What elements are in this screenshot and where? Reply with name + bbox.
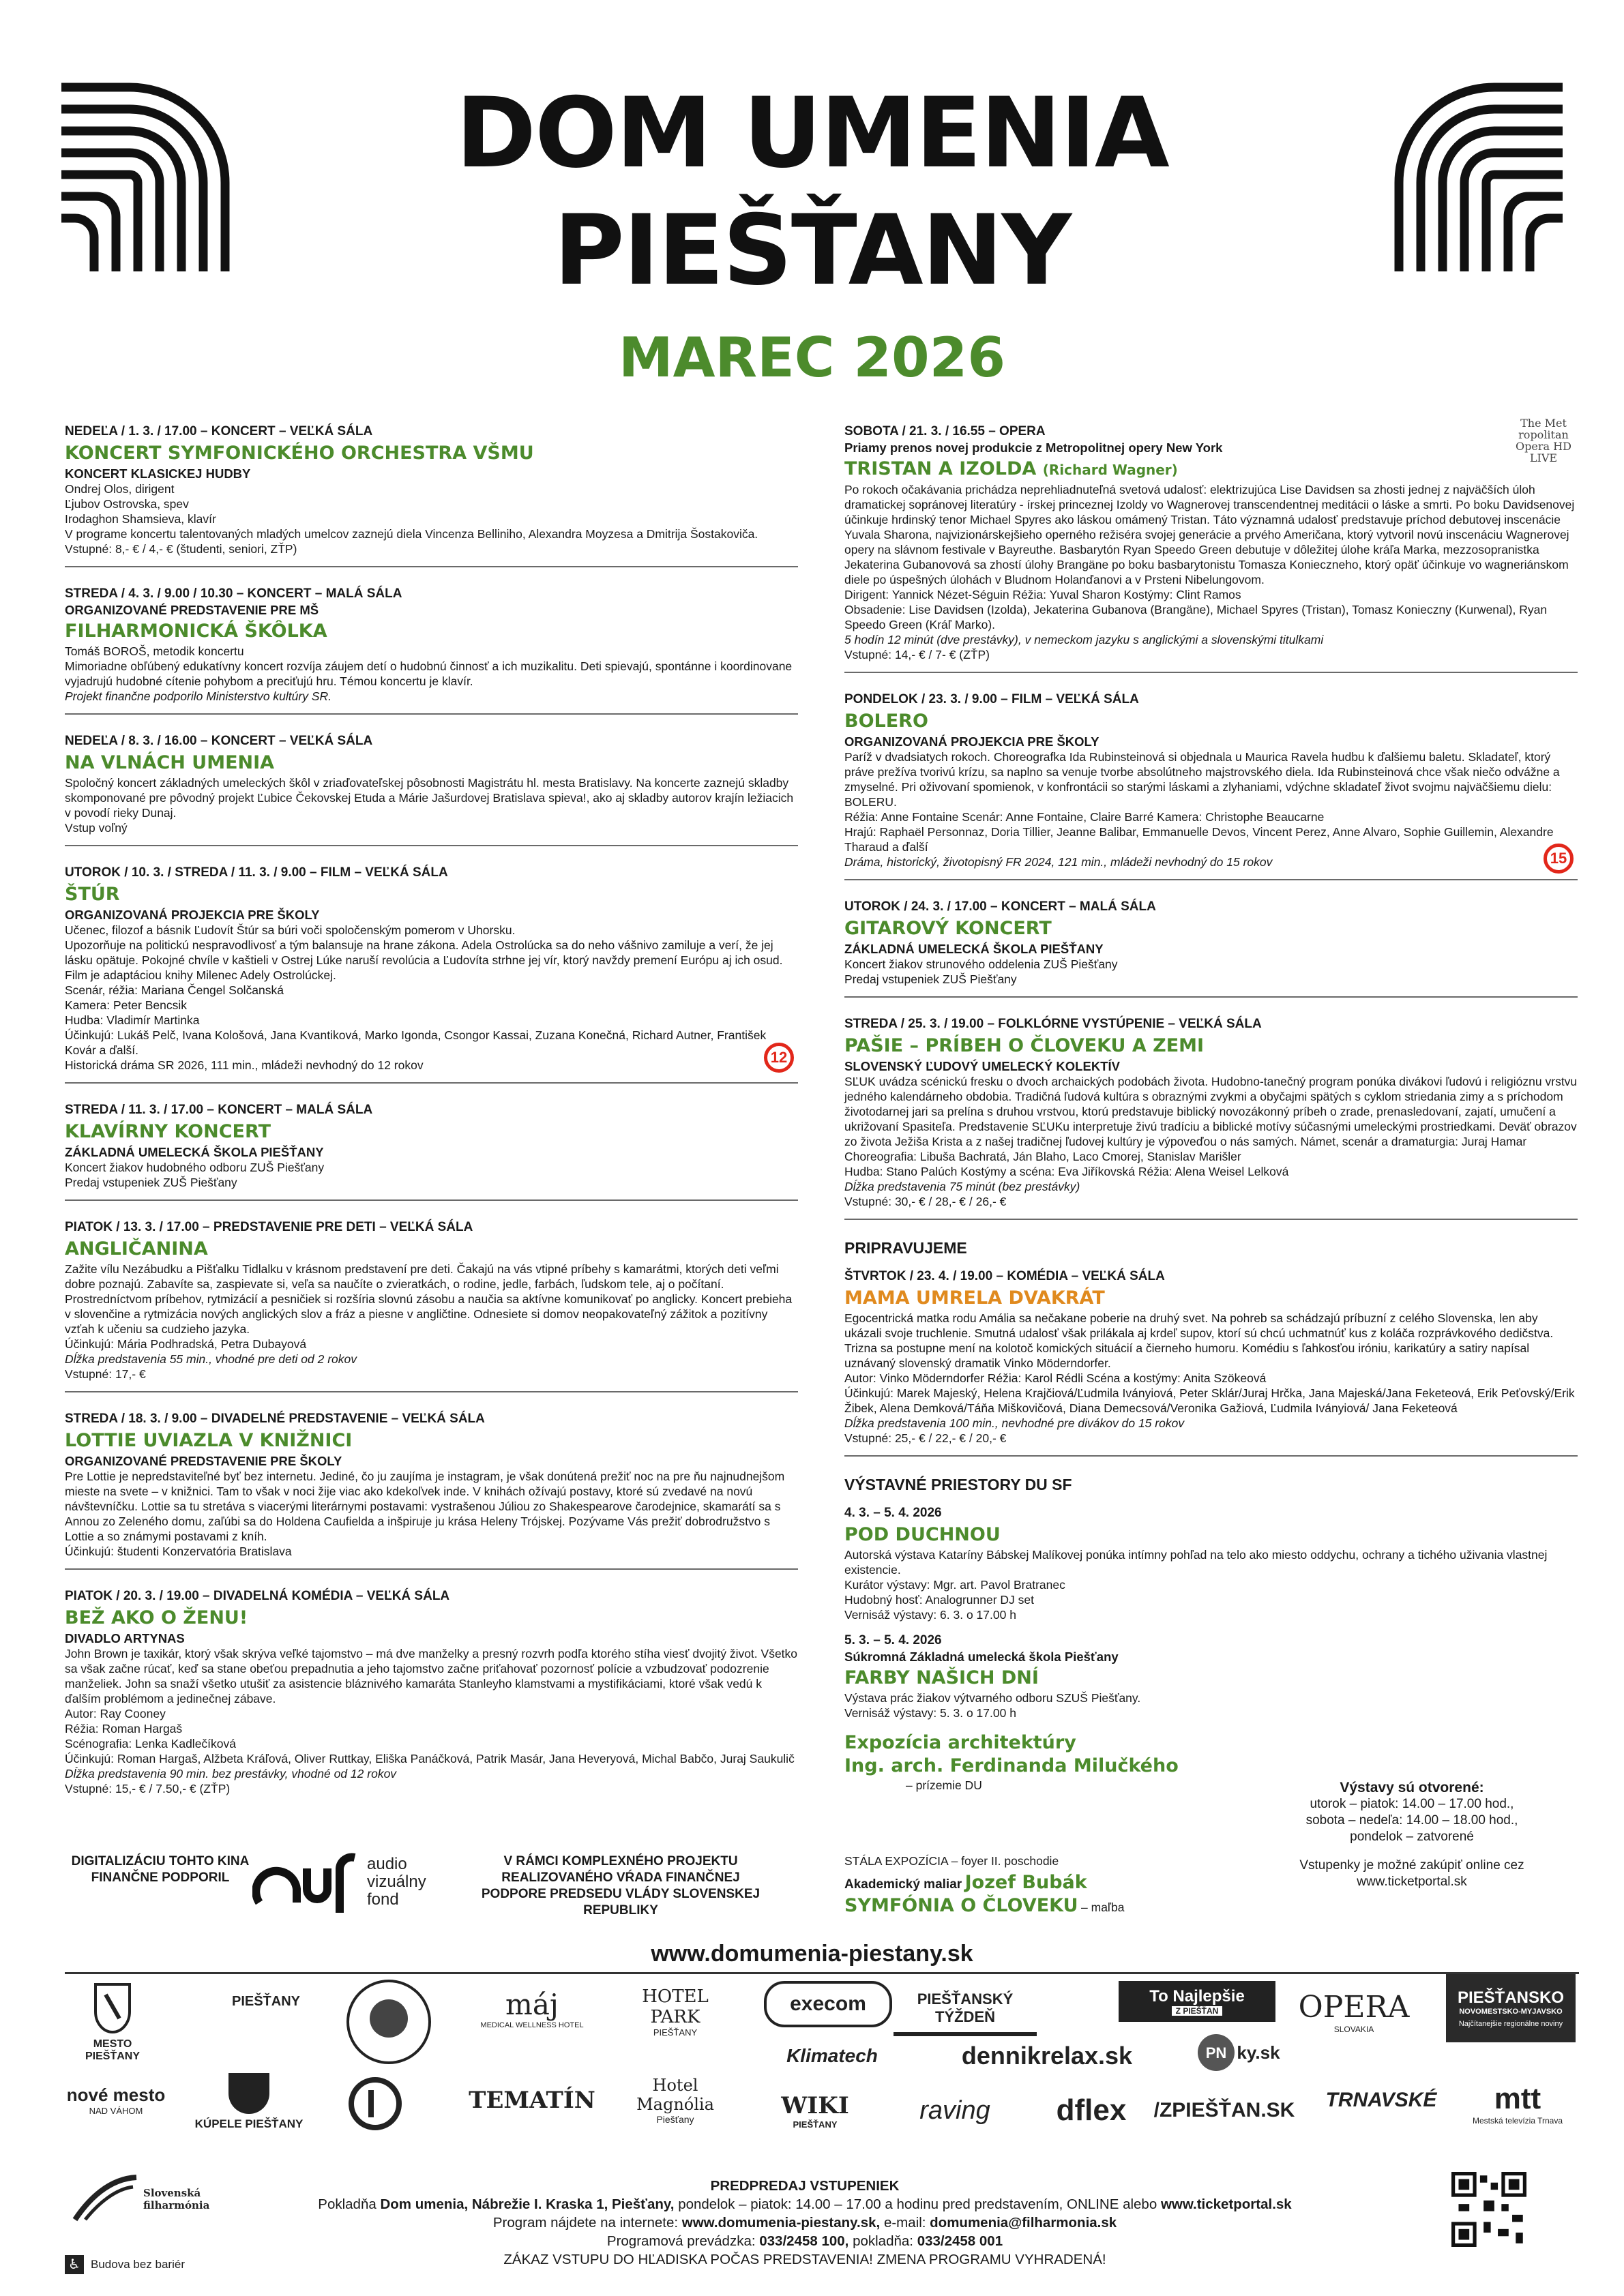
event-subtitle: ORGANIZOVANÁ PROJEKCIA PRE ŠKOLY (65, 908, 320, 922)
opera-slovakia-logo (1296, 1981, 1412, 2042)
ticket-info-footer (246, 2177, 1364, 2269)
logo-sublabel: Z PIEŠŤAN (1172, 2006, 1223, 2016)
exhibition-description: Výstava prác žiakov výtvarného odboru SZUŠ Piešťany. (844, 1691, 1141, 1705)
wiki-logo (764, 2083, 866, 2138)
event-subtitle: ORGANIZOVANÉ PREDSTAVENIE PRE MŠ (65, 603, 319, 617)
opening-hours-line: pondelok – zatvorené (1350, 1830, 1474, 1844)
event-title-main: TRISTAN A IZOLDA (844, 458, 1037, 479)
footer-text: Programová prevádzka: (606, 2233, 756, 2249)
event-line: Predaj vstupeniek ZUŠ Piešťany (844, 972, 1017, 986)
event-cast: Hrajú: Raphaël Personnaz, Doria Tillier, Jeanne Balibar, Emmanuelle Devos, Vincent Perez, Anne Alvaro, Sophie Guillemin, Alexandre Tharaud a ďalší (844, 825, 1554, 854)
event-credits: Dirigent: Yannick Nézet-Séguin Réžia: Yuval Sharon Kostýmy: Clint Ramos (844, 588, 1241, 601)
event-line: Učenec, filozof a básnik Ľudovít Štúr sa búri voči spoločenským pomerom v Uhorsku. (65, 923, 516, 937)
dflex-logo (1037, 2087, 1146, 2134)
event-title: KONCERT SYMFONICKÉHO ORCHESTRA VŠMU (65, 443, 534, 464)
event-bez-ako-o-zenu (65, 1587, 798, 1806)
event-stur (65, 864, 798, 1084)
pic-icon (348, 2076, 402, 2131)
barrier-free-note (65, 2254, 201, 2276)
nove-mesto-logo (65, 2076, 167, 2124)
event-title: MAMA UMRELA DVAKRÁT (844, 1287, 1105, 1309)
month-heading: MAREC 2026 (619, 326, 1005, 389)
event-title: GITAROVÝ KONCERT (844, 918, 1052, 939)
website-url[interactable]: www.domumenia-piestany.sk (651, 1941, 973, 1967)
event-klavirny-koncert (65, 1101, 798, 1201)
event-cast: Účinkujú: Roman Hargaš, Alžbeta Kráľová, Oliver Ruttkay, Eliška Panáčková, Patrik Masár, Jana Heveryová, Michal Babčo, Juraj Saukulič (65, 1752, 795, 1765)
pic-logo (334, 2076, 416, 2131)
opening-hours-line: utorok – piatok: 14.00 – 17.00 hod., (1310, 1797, 1514, 1811)
section-heading-vystavne-priestory: VÝSTAVNÉ PRIESTORY DU SF (844, 1476, 1072, 1493)
artist-name: Jozef Bubák (964, 1872, 1087, 1893)
exhibition-date: 4. 3. – 5. 4. 2026 (844, 1506, 942, 1520)
klimatech-logo (754, 2036, 911, 2076)
event-date: NEDEĽA / 1. 3. / 17.00 – KONCERT – VEĽKÁ SÁLA (65, 424, 373, 438)
email-link[interactable]: domumenia@filharmonia.sk (930, 2215, 1117, 2231)
logo-label: Klimatech (786, 2045, 878, 2066)
event-subtitle: ZÁKLADNÁ UMELECKÁ ŠKOLA PIEŠŤANY (65, 1145, 324, 1159)
footer-address: Dom umenia, Nábrežie I. Kraska 1, Piešťany, (380, 2196, 675, 2212)
event-line: Autor: Ray Cooney (65, 1707, 166, 1720)
logo-label: execom (790, 1993, 866, 2015)
event-description: V programe koncertu talentovaných mladých umelcov zaznejú diela Vincenza Belliniho, Alexandra Moyzesa a Dmitrija Šostakoviča. (65, 527, 758, 541)
event-price: Vstupné: 8,- € / 4,- € (študenti, seniori, ZŤP) (65, 542, 297, 556)
event-koncert-vsmu (65, 423, 798, 567)
logo-label: PIEŠŤANY (231, 1993, 301, 2009)
event-title: LOTTIE UVIAZLA V KNIŽNICI (65, 1430, 353, 1451)
exhibition-line: Kurátor výstavy: Mgr. art. Pavol Bratranec (844, 1578, 1065, 1592)
logo-label: PIEŠŤANSKÝ TÝŽDEŇ (917, 1991, 1014, 2025)
event-line: Ľjubov Ostrovska, spev (65, 497, 189, 511)
logo-sublabel: Piešťany (656, 2114, 694, 2125)
architecture-exhibition-line2: Ing. arch. Ferdinanda Milučkého (844, 1755, 1179, 1776)
opening-hours-line: sobota – nedeľa: 14.00 – 18.00 hod., (1305, 1813, 1518, 1828)
avf-logo-mark (252, 1848, 361, 1916)
ticketportal-link[interactable]: www.ticketportal.sk (1357, 1875, 1467, 1889)
permanent-exhibition-medium: – maľba (1081, 1900, 1125, 1914)
event-filharmonicka-skolka (65, 585, 798, 715)
event-cast: Obsadenie: Lise Davidsen (Izolda), Jekaterina Gubanova (Brangäne), Michael Spyres (Tristan), Tomasz Konieczny (Kurwenal), Ryan Speedo Green (Kráľ Marko). (844, 603, 1548, 631)
event-date: STREDA / 18. 3. / 9.00 – DIVADELNÉ PREDSTAVENIE – VEĽKÁ SÁLA (65, 1412, 485, 1426)
execom-logo (764, 1981, 892, 2027)
page-title (0, 75, 1624, 310)
exhibition-pod-duchnou (844, 1504, 1578, 1625)
event-note: Dráma, historický, životopisný FR 2024, 121 min., mládeži nevhodný do 15 rokov (844, 855, 1273, 869)
qr-code-icon[interactable] (1451, 2172, 1526, 2247)
exhibition-farby-nasich-dni (844, 1632, 1578, 1723)
footer-line (246, 2195, 1364, 2213)
hotel-magnolia-logo (617, 2066, 733, 2134)
pn-badge-icon (1196, 2032, 1237, 2073)
barrier-free-label: Budova bez bariér (91, 2258, 185, 2271)
event-tristan-a-izolda (844, 417, 1578, 673)
left-column (65, 423, 798, 1823)
footer-line (246, 2213, 1364, 2232)
event-note: Dĺžka predstavenia 100 min., nevhodné pre divákov do 15 rokov (844, 1416, 1185, 1430)
event-subtitle: ORGANIZOVANÁ PROJEKCIA PRE ŠKOLY (844, 734, 1099, 749)
event-price: Vstup voľný (65, 821, 128, 835)
event-date: NEDEĽA / 8. 3. / 16.00 – KONCERT – VEĽKÁ SÁLA (65, 734, 373, 748)
footer-text: Program nájdete na internete: (492, 2215, 679, 2231)
event-date: ŠTVRTOK / 23. 4. / 19.00 – KOMÉDIA – VEĽKÁ SÁLA (844, 1269, 1165, 1283)
event-title: ŠTÚR (65, 884, 120, 905)
event-date: STREDA / 25. 3. / 19.00 – FOLKLÓRNE VYSTÚPENIE – VEĽKÁ SÁLA (844, 1017, 1262, 1031)
event-cast: Účinkujú: študenti Konzervatória Bratislava (65, 1545, 292, 1558)
logo-sublabel: PIEŠŤANY (793, 2119, 838, 2130)
section-heading-pripravujeme: PRIPRAVUJEME (844, 1239, 967, 1257)
logo-label: /ZPIEŠŤAN.SK (1153, 2099, 1295, 2121)
event-title: KLAVÍRNY KONCERT (65, 1121, 271, 1142)
event-description: Po rokoch očakávania prichádza neprehliadnuteľná svetová udalosť: elektrizujúca Lise Davidsen sa zhosti jednej z najväčších úloh dramatickej sopránovej literatúry - írskej princeznej Izoldy vo Wagnerovej transcendentnej meditácii o láske a smrti. Po boku Davidsenovej účinkuje hrdinský tenor Michael Spyres ako láskou omámený Tristan. Táto významná udalosť predstavuje príchod debutovej inscenácie Yuvala Sharona, najvizionárskejšieho operného režiséra svojej generácie a prvého Američana, ktorý vytvoril novú inscenáciu Wagnerovej opery na slávnom festivale v Bayreuthe. Basbarytón Ryan Speedo Green debutuje v dôležitej úlohe kráľa Marka, mezzosopranistka Jekaterina Gubanovová sa zhostí úlohy Brangäne po boku basbarytonistu Tomasza Konieczneho, ktorý opäť účinkuje vo wagneriánskom diele po úspešných úlohách v Bludnom Holanďanovi a v Prsteni Nibelungovom. (844, 483, 1575, 586)
event-description: Zažite vílu Nezábudku a Pišťalku Tidlalku v krásnom predstavení pre deti. Čakajú na vás vtipné príbehy s kamarátmi, ktorých deti veľmi dobre poznajú. Zabavíte sa, zaspievate si, veľa sa naučíte o zvieratkách, o rodine, jedle, farbách, ľudskom tele, aj o počítaní. Prostredníctvom príbehov, rytmizácií a pesničiek si rozšíria slovnú zásobu a naučia sa aktívne komunikovať po anglicky. Koncert prebieha v slovenčine a rytmizácia nových anglických slov a fráz a piesne v angličtine. Odnesiete si domov neopakovateľný zážitok a pozitívny vzťah k učeniu sa cudzieho jazyka. (65, 1262, 793, 1336)
event-subtitle: ORGANIZOVANÉ PREDSTAVENIE PRE ŠKOLY (65, 1454, 342, 1468)
event-note: Dĺžka predstavenia 90 min. bez prestávky, vhodné od 12 rokov (65, 1767, 397, 1780)
exhibition-title: POD DUCHNOU (844, 1524, 1001, 1545)
logo-sublabel: MEDICAL WELLNESS HOTEL (480, 2021, 584, 2029)
event-price: Vstupné: 30,- € / 28,- € / 26,- € (844, 1195, 1007, 1208)
logo-label: HOTEL PARK (642, 1986, 709, 2027)
event-mama-umrela-dvakrat (844, 1268, 1578, 1457)
logo-label: raving (919, 2096, 990, 2125)
logo-label: Slovenská filharmónia (143, 2187, 210, 2211)
event-date: STREDA / 11. 3. / 17.00 – KONCERT – MALÁ SÁLA (65, 1103, 373, 1117)
maj-hotel-logo (471, 1981, 593, 2036)
logo-label: dflex (1056, 2093, 1127, 2127)
age-rating-badge: 12 (764, 1043, 794, 1073)
permanent-exhibition-title: SYMFÓNIA O ČLOVEKU (844, 1895, 1078, 1916)
exhibition-description: Autorská výstava Kataríny Bábskej Malíkovej ponúka intímny pohľad na telo ako miesto oddychu, ochrany a tichého uživania vlastnej existencie. (844, 1548, 1548, 1577)
phone-number: 033/2458 100, (759, 2233, 849, 2249)
footer-line (246, 2232, 1364, 2250)
event-note: Dĺžka predstavenia 75 minút (bez prestávky) (844, 1180, 1080, 1193)
event-cast: Účinkujú: Marek Majeský, Helena Krajčiová/Ľudmila Iványiová, Peter Sklár/Juraj Hrčka, Jana Majeská/Jana Feketeová, Erik Peťovský/Erik Žibek, Alena Demková/Táňa Miškovičová, Diana Demecsová/Veronika Gažiová, Ľudmila Iványiová/ Jana Feketeová (844, 1386, 1575, 1415)
wheelchair-icon: ♿ (65, 2255, 84, 2274)
title-line-2: PIEŠŤANY (553, 194, 1071, 307)
event-note: Dĺžka predstavenia 55 min., vhodné pre deti od 2 rokov (65, 1352, 357, 1366)
event-description: Spoločný koncert základných umeleckých škôl v zriaďovateľskej pôsobnosti Magistrátu hl. mesta Bratislavy. Na koncerte zaznejú skladby skomponované pre pôvodný projekt Ľubice Čekovskej Etuda a Márie Jašurdovej Bratislava spieva!, ako aj skladby autorov krajín ležiacich v povodí rieky Dunaj. (65, 776, 794, 820)
event-title: ANGLIČANINA (65, 1238, 208, 1259)
event-date: PONDELOK / 23. 3. / 9.00 – FILM – VEĽKÁ SÁLA (844, 692, 1139, 706)
event-subtitle: ZÁKLADNÁ UMELECKÁ ŠKOLA PIEŠŤANY (844, 942, 1104, 956)
exhibition-line: Vernisáž výstavy: 5. 3. o 17.00 h (844, 1706, 1016, 1720)
event-credits: Réžia: Anne Fontaine Scenár: Anne Fontaine, Claire Barré Kamera: Christophe Beaucarne (844, 810, 1325, 824)
event-cast: Účinkujú: Lukáš Pelč, Ivana Kološová, Jana Kvantiková, Marko Igonda, Csongor Kassai, Zuzana Konečná, Richard Autner, František Kovár a ďalší. (65, 1028, 767, 1057)
logo-label: WIKI (781, 2091, 849, 2119)
footer-text: pokladňa: (853, 2233, 913, 2249)
logo-sublabel: Najčítanejšie regionálne noviny (1458, 2020, 1563, 2028)
event-description: Egocentrická matka rodu Amália sa nečakane poberie na druhý svet. Na pohreb sa schádzajú príbuzní z celého Slovenska, len aby ukázali svoje truchlenie. Smutná udalosť však prilákala aj krdeľ supov, ktorí sú chcú uchmatnúť kus z koláča rozprávkového dedičstva. Trizna sa postupne mení na kolotoč komických situácií a čierneho humoru. Komédiu s ľahkosťou iróniu, karikatúry a satiry napísal uznávaný slovenský dramatik Vinko Möderndorfer. (844, 1311, 1554, 1370)
event-date: UTOROK / 10. 3. / STREDA / 11. 3. / 9.00 – FILM – VEĽKÁ SÁLA (65, 865, 448, 880)
event-title: PAŠIE – PRÍBEH O ČLOVEKU A ZEMI (844, 1035, 1205, 1056)
permanent-exhibition-location: STÁLA EXPOZÍCIA – foyer II. poschodie (844, 1854, 1059, 1868)
website-link[interactable]: www.domumenia-piestany.sk, (681, 2215, 881, 2231)
divider (65, 1972, 1579, 1974)
event-title (844, 457, 1578, 482)
event-date: PIATOK / 20. 3. / 19.00 – DIVADELNÁ KOMÉDIA – VEĽKÁ SÁLA (65, 1589, 450, 1603)
pnky-logo (1187, 2029, 1289, 2076)
dennikrelax-logo (958, 2036, 1136, 2076)
footer-text: e-mail: (883, 2215, 926, 2231)
avf-line: fond (367, 1890, 399, 1909)
avf-logo (252, 1845, 457, 1920)
project-note: V RÁMCI KOMPLEXNÉHO PROJEKTU REALIZOVANÉHO VŔADA FINANČNEJ PODPORE PREDSEDU VLÁDY SLOVENSKEJ REPUBLIKY (481, 1854, 761, 1918)
logo-label: TEMATÍN (469, 2087, 595, 2114)
mesto-piestany-logo (65, 1981, 160, 2063)
event-anglicanina (65, 1219, 798, 1392)
event-line: Tomáš BOROŠ, metodik koncertu (65, 644, 244, 658)
portrait-seal-icon (344, 1978, 433, 2066)
piestany-rezort-logo (205, 1978, 327, 2025)
event-description: SĽUK uvádza scénickú fresku o dvoch archaických podobách života. Hudobno-tanečný program ponúka divákovi ľudovú i religióznu vrstvu jedného kalendárneho obdobia. Tradičná ľudová kultúra s obraznými zvykmi a obyčajmi spätých s cyklom striedania zimy a s príchodom životodarnej jari sa prelína s druhou vrstvou, ktorú predstavuje biblický novozákonný príbeh o zrade, prenasledovaní, zajatí, umučení a ukrižovaní Spasiteľa. Predstavenie SĽUKu interpretuje živú tradíciu a biblické motívy súčasnými umeleckými prostriedkami. Deväť obrazov zo života Ježiša Krista a z našej tradičnej ľudovej kultúry je výpoveďou o nás samých. Námet, scenár a dramaturgia: Juraj Hamar (844, 1075, 1578, 1148)
event-subtitle: SLOVENSKÝ ĽUDOVÝ UMELECKÝ KOLEKTÍV (844, 1059, 1120, 1073)
exhibition-line: Vernisáž výstavy: 6. 3. o 17.00 h (844, 1608, 1016, 1622)
logo-label: MESTO PIEŠŤANY (85, 2038, 140, 2062)
raving-logo (894, 2090, 1016, 2131)
event-note: Projekt finančne podporilo Ministerstvo kultúry SR. (65, 689, 332, 703)
logo-label: nové mesto (66, 2085, 166, 2105)
logo-sublabel: SLOVAKIA (1333, 2024, 1374, 2034)
phone-number: 033/2458 001 (917, 2233, 1003, 2249)
event-bolero (844, 691, 1578, 880)
event-line: Ondrej Olos, dirigent (65, 482, 175, 496)
event-title: BEŽ AKO O ŽENU! (65, 1607, 248, 1628)
event-line: Kamera: Peter Bencsik (65, 998, 187, 1012)
event-price: Vstupné: 15,- € / 7.50,- € (ZŤP) (65, 1782, 231, 1795)
age-rating-badge: 15 (1544, 844, 1574, 874)
ticketportal-link[interactable]: www.ticketportal.sk (1160, 2196, 1292, 2212)
event-lottie (65, 1410, 798, 1570)
event-pasie (844, 1015, 1578, 1220)
artist-title: Akademický maliar (844, 1877, 962, 1892)
event-line: Koncert žiakov strunového oddelenia ZUŠ Piešťany (844, 957, 1118, 971)
logo-label: OPERA (1298, 1989, 1410, 2025)
to-najlepsie-logo (1119, 1981, 1275, 2022)
event-date: SOBOTA / 21. 3. / 16.55 – OPERA (844, 424, 1046, 438)
permanent-exhibition (844, 1853, 1526, 1918)
footer-warning: ZÁKAZ VSTUPU DO HĽADISKA POČAS PREDSTAVENIA! ZMENA PROGRAMU VYHRADENÁ! (503, 2252, 1106, 2267)
footer-title: PREDPREDAJ VSTUPENIEK (710, 2178, 900, 2194)
logo-label: mtt (1494, 2082, 1541, 2115)
footer-text: pondelok – piatok: 14.00 – 17.00 a hodinu pred predstavením, ONLINE alebo (678, 2196, 1157, 2212)
event-subtitle: DIVADLO ARTYNAS (65, 1631, 185, 1645)
logo-label: To Najlepšie (1149, 1987, 1245, 2006)
event-price: Vstupné: 25,- € / 22,- € / 20,- € (844, 1431, 1007, 1445)
hotel-park-logo (617, 1981, 733, 2042)
slovenska-filharmonia-logo (65, 2168, 210, 2230)
event-cast: Účinkujú: Mária Podhradská, Petra Dubayová (65, 1337, 307, 1351)
event-line: Koncert žiakov hudobného odboru ZUŠ Piešťany (65, 1161, 325, 1174)
exhibition-subtitle: Súkromná Základná umelecká škola Piešťany (844, 1650, 1119, 1664)
piestansky-tyzden-logo (894, 1984, 1037, 2036)
event-date: PIATOK / 13. 3. / 17.00 – PREDSTAVENIE PRE DETI – VEĽKÁ SÁLA (65, 1220, 473, 1234)
piestansko-logo (1446, 1974, 1576, 2042)
event-date: STREDA / 4. 3. / 9.00 / 10.30 – KONCERT – MALÁ SÁLA (65, 586, 402, 601)
logo-label: máj (505, 1987, 559, 2021)
event-note: 5 hodín 12 minút (dve prestávky), v nemeckom jazyku s anglickými a slovenskými titulkami (844, 633, 1324, 646)
event-price: Vstupné: 17,- € (65, 1367, 146, 1381)
logo-sublabel: PIEŠŤANY (653, 2027, 698, 2038)
logo-sublabel: NOVOMESTSKO-MYJAVSKO (1459, 2008, 1563, 2016)
logo-label: ky.sk (1237, 2042, 1280, 2063)
event-credits: Autor: Vinko Möderndorfer Réžia: Karol Rédli Scéna a kostýmy: Anita Szökeová (844, 1371, 1267, 1385)
mtt-logo (1460, 2076, 1576, 2131)
logo-sublabel: NAD VÁHOM (89, 2106, 143, 2116)
event-title: FILHARMONICKÁ ŠKÔLKA (65, 621, 327, 642)
event-line: Predaj vstupeniek ZUŠ Piešťany (65, 1176, 237, 1189)
event-line: Irodaghon Shamsieva, klavír (65, 512, 216, 526)
architecture-exhibition-line1: Expozícia architektúry (844, 1732, 1076, 1753)
event-description: Pre Lottie je nepredstaviteľné byť bez internetu. Jediné, čo ju zaujíma je instagram, je však donútená prežiť noc na pre ňu najnudnejšom mieste na svete – v knižnici. Tam to však v noci žije viac ako kdekoľvek inde. V knihách ožívajú postavy, ktoré sú zvedavé na novú návštevníčku. Lottie sa tu stretáva s viacerými literárnymi postavami: vystrašenou Júliou zo Shakespearove čarodejnice, skamarátí sa s Annou zo Zeleného domu, zaľúbi sa do Holdena Caufielda a inšpiruje ju krása Heleny Trójskej. Pozývame Vás prežiť dobrodružstvo s Lottie a so známymi postavami z kníh. (65, 1470, 785, 1543)
shield-icon (225, 2070, 273, 2117)
logo-label: TRNAVSKÉ (1325, 2089, 1437, 2111)
footer-text: Pokladňa (318, 2196, 377, 2212)
architecture-exhibition-location: – prízemie DU (906, 1778, 982, 1792)
event-na-vlnach-umenia (65, 732, 798, 846)
event-line: Choreografia: Libuša Bachratá, Ján Blaho, Laco Cmorej, Stanislav Marišler (844, 1150, 1241, 1163)
crest-icon (92, 1981, 133, 2036)
avf-line: audio (367, 1855, 407, 1873)
event-description: Paríž v dvadsiatych rokoch. Choreografka Ida Rubinsteinová si objednala u Maurica Ravela hudbu k ďalšiemu baletu. Skladateľ, ktorý práve prežíva tvorivú krízu, sa naplno sa venuje tvorbe absolútneho majstrovského diela. Ida Rubinsteinová chce však niečo odvážne a zmyselné. Pri oživovaní spomienok, v konfrontácii so starými láskami a zlyhaniami, vdýchne skladateľ život svojmu najväčšiemu dielu: BOLERU. (844, 750, 1560, 809)
exhibition-date: 5. 3. – 5. 4. 2026 (844, 1633, 942, 1648)
event-description: Mimoriadne obľúbený edukatívny koncert rozvíja záujem detí o hudobnú činnosť a ich muzikalitu. Deti spievajú, spontánne i koordinovane vyjadrujú hudobné cítenie pohybom a preciťujú hru. Témou koncertu je klavír. (65, 659, 793, 688)
event-line: Réžia: Roman Hargaš (65, 1722, 183, 1735)
met-opera-logo: The Met ropolitan Opera HD LIVE (1516, 417, 1571, 464)
event-line: Scénografia: Lenka Kadlečíková (65, 1737, 236, 1750)
opening-hours-title: Výstavy sú otvorené: (1340, 1780, 1484, 1795)
event-description: John Brown je taxikár, ktorý však skrýva veľké tajomstvo – má dve manželky a presný rozvrh podľa ktorého stíha viesť dvojitý život. Všetko sa však začne rúcať, keď sa stane obeťou prepadnutia a jeho tajomstvo začne priťahovať pozornosť polície a vzbudzovať podozrenie manželiek. John sa snaží všetko utušiť za asistencie bláznivého kamaráta Stanleyho klamstvami a mystifikáciami, ktoré však vedú k ďalším problémom a jedinečnej zábave. (65, 1647, 798, 1705)
event-description: Upozorňuje na politickú nespravodlivosť a tým balansuje na hrane zákona. Adela Ostrolúcka sa do neho vášnivo zamiluje a verí, že jej lásku opätuje. Pokojné chvíle v kaštieli v Ostrej Lúke naruší revolúcia a Ľudovíta strhne jej vír, ktorý navždy premení Európu aj ich osud. Film je adaptáciou knihy Milenec Adely Ostrolúckej. (65, 938, 783, 982)
logo-label: PIEŠŤANSKO (1457, 1988, 1565, 2007)
zpiestan-logo (1153, 2090, 1296, 2131)
logo-label: KÚPELE PIEŠŤANY (194, 2117, 304, 2130)
akademia-ludovita-stura-logo (341, 1974, 437, 2070)
tematin-logo (471, 2056, 593, 2145)
event-subtitle: KONCERT KLASICKEJ HUDBY (65, 466, 251, 481)
event-price: Vstupné: 14,- € / 7- € (ZŤP) (844, 648, 990, 661)
title-line-1: DOM UMENIA (456, 77, 1168, 190)
event-title: NA VLNÁCH UMENIA (65, 752, 275, 773)
event-line: Hudba: Vladimír Martinka (65, 1013, 200, 1027)
event-title: BOLERO (844, 711, 928, 732)
exhibition-title: FARBY NAŠICH DNÍ (844, 1667, 1039, 1688)
right-column (844, 417, 1578, 1793)
exhibition-line: Hudobný hosť: Analogrunner DJ set (844, 1593, 1034, 1607)
event-title-composer: (Richard Wagner) (1042, 462, 1178, 478)
event-subtitle: Priamy prenos novej produkcie z Metropolitnej opery New York (844, 441, 1223, 455)
logo-label: dennikrelax.sk (961, 2042, 1133, 2070)
avf-line: vizuálny (367, 1873, 426, 1891)
tickets-note: Vstupenky je možné zakúpiť online cez (1299, 1858, 1524, 1873)
logo-label: Hotel Magnólia (636, 2076, 714, 2114)
event-gitarovy-koncert (844, 898, 1578, 998)
trnavske-logo (1327, 2080, 1436, 2121)
kupele-piestany-logo (194, 2063, 304, 2138)
digitalization-note: DIGITALIZÁCIU TOHTO KINA FINANČNE PODPORIL (71, 1854, 250, 1885)
event-date: UTOROK / 24. 3. / 17.00 – KONCERT – MALÁ SÁLA (844, 899, 1156, 914)
logo-sublabel: Mestská televízia Trnava (1472, 2116, 1563, 2126)
event-note: Historická dráma SR 2026, 111 min., mládeži nevhodný do 12 rokov (65, 1058, 424, 1072)
svg-text:PN: PN (1206, 2044, 1227, 2061)
event-credits: Hudba: Stano Palúch Kostýmy a scéna: Eva Jiříkovská Réžia: Alena Weisel Lelková (844, 1165, 1289, 1178)
event-line: Scenár, réžia: Mariana Čengel Solčanská (65, 983, 284, 997)
filharmonia-mark-icon (68, 2172, 143, 2226)
